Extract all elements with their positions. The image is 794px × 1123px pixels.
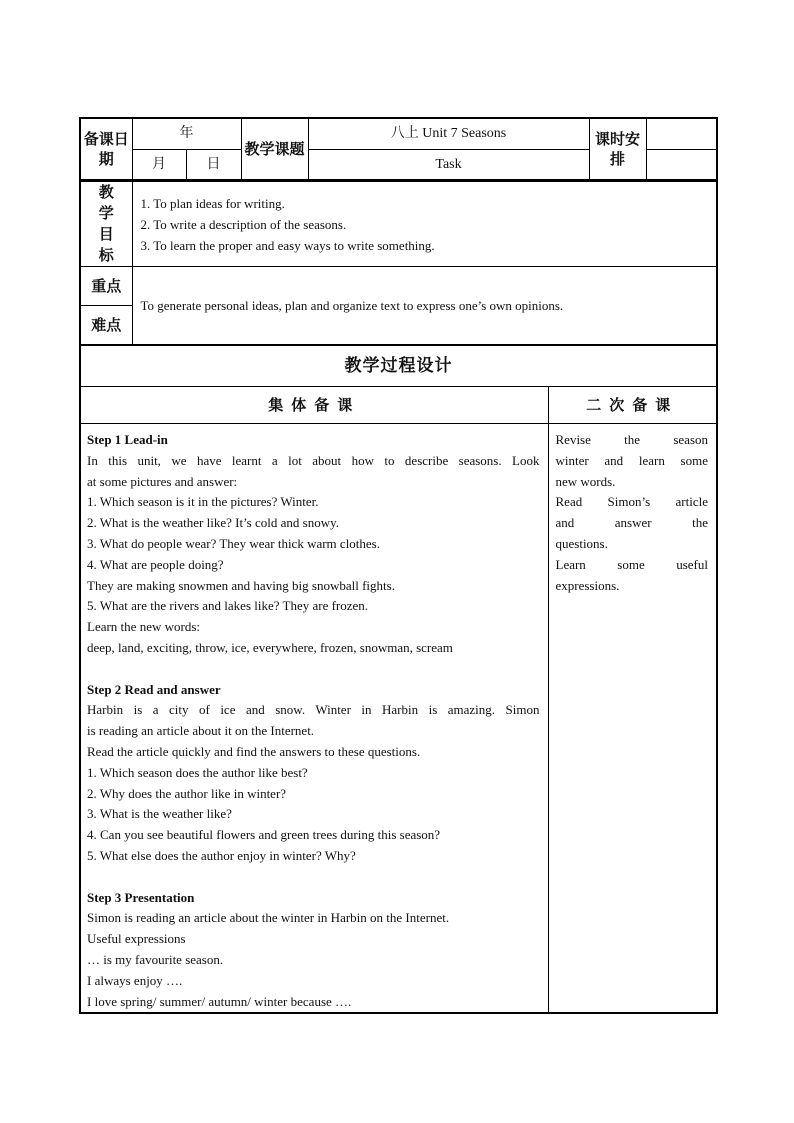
schedule-label: 课时安排 (589, 118, 646, 180)
schedule-value-top (646, 118, 717, 149)
step2-question: 1. Which season does the author like best? (87, 764, 308, 780)
note3-line: Learn some useful (555, 556, 708, 572)
date-label: 备课日期 (80, 118, 132, 180)
second-plan-content (548, 424, 717, 1014)
step3-intro: Simon is reading an article about the winter in Harbin on the Internet. (87, 910, 450, 926)
header-table (79, 117, 718, 181)
note1-line: Revise the season (555, 432, 708, 447)
step1-answer: They are making snowmen and having big snowball fights. (87, 577, 395, 593)
step1-question: 3. What do people wear? They wear thick warm clothes. (87, 535, 380, 551)
step1-question: 5. What are the rivers and lakes like? They are frozen. (87, 598, 369, 614)
step1-title: Step 1 Lead-in (87, 432, 168, 447)
step1-intro: In this unit, we have learnt a lot about how to describe seasons. Look (87, 452, 540, 468)
objectives-label: 教 学 目 标 (80, 182, 132, 267)
note1-line: new words. (555, 473, 616, 489)
note2-line: and answer the (555, 515, 708, 531)
process-table (79, 345, 718, 1014)
objectives-table (79, 181, 718, 345)
step1-words-label: Learn the new words: (87, 619, 200, 635)
unit-title: 八上 Unit 7 Seasons (308, 118, 589, 149)
note2-line: Read Simon’s article (555, 494, 708, 510)
objective-item: 3. To learn the proper and easy ways to write something. (140, 237, 435, 253)
step2-question: 4. Can you see beautiful flowers and green trees during this season? (87, 827, 441, 843)
objective-item: 2. To write a description of the seasons. (140, 216, 347, 232)
year-label: 年 (132, 118, 241, 149)
column-second-title: 二次备课 (548, 387, 717, 424)
key-point-text: To generate personal ideas, plan and organize text to express one’s own opinions. (132, 267, 717, 345)
step2-task: Read the article quickly and find the answers to these questions. (87, 743, 421, 759)
step2-question: 5. What else does the author enjoy in winter? Why? (87, 847, 356, 863)
note3-line: expressions. (555, 577, 620, 593)
objective-item: 1. To plan ideas for writing. (140, 195, 285, 211)
objectives-list (132, 182, 717, 267)
lesson-type: Task (308, 149, 589, 180)
schedule-value-bottom (646, 149, 717, 180)
collective-plan-content (80, 424, 548, 1014)
step2-intro-cont: is reading an article about it on the Internet. (87, 723, 315, 739)
step2-question: 2. Why does the author like in winter? (87, 785, 287, 801)
step2-title: Step 2 Read and answer (87, 681, 221, 697)
step1-words: deep, land, exciting, throw, ice, everywhere, frozen, snowman, scream (87, 639, 453, 655)
step2-question: 3. What is the weather like? (87, 806, 232, 822)
difficult-point-label: 难点 (80, 306, 132, 345)
note1-line: winter and learn some (555, 452, 708, 468)
step1-question: 2. What is the weather like? It’s cold and snowy. (87, 515, 339, 531)
step3-expression: I love spring/ summer/ autumn/ winter because …. (87, 993, 352, 1009)
note2-line: questions. (555, 535, 608, 551)
process-title: 教学过程设计 (80, 346, 717, 387)
lesson-plan-page (79, 117, 716, 1014)
step2-intro: Harbin is a city of ice and snow. Winter in Harbin is amazing. Simon (87, 702, 540, 718)
step3-expression: I always enjoy …. (87, 972, 183, 988)
month-label: 月 (132, 149, 186, 180)
step1-question: 4. What are people doing? (87, 556, 224, 572)
step3-expression: … is my favourite season. (87, 951, 224, 967)
day-label: 日 (186, 149, 241, 180)
step3-title: Step 3 Presentation (87, 889, 195, 905)
step3-label: Useful expressions (87, 931, 186, 947)
column-main-title: 集体备课 (80, 387, 548, 424)
key-point-label: 重点 (80, 267, 132, 306)
topic-label: 教学课题 (241, 118, 308, 180)
step1-question: 1. Which season is it in the pictures? Winter. (87, 494, 319, 510)
step1-intro-cont: at some pictures and answer: (87, 473, 238, 489)
